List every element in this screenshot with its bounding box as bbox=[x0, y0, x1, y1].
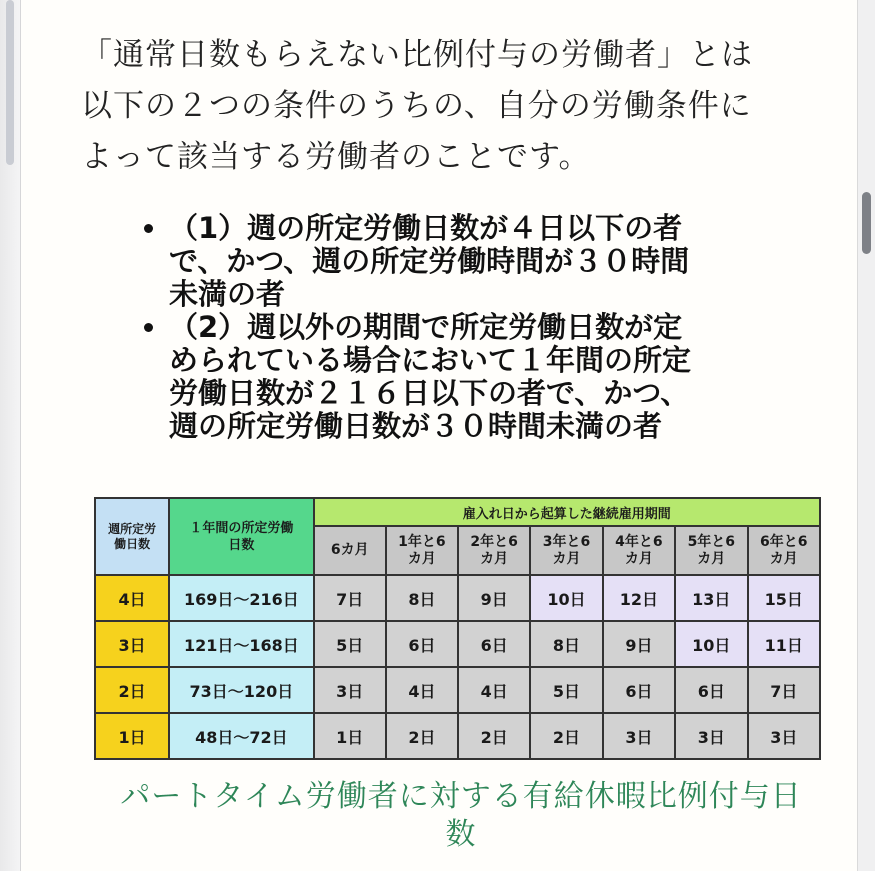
condition-list bbox=[131, 212, 809, 443]
week-days-cell: 2日 bbox=[95, 667, 169, 713]
period-text: 5年と6 bbox=[687, 533, 736, 550]
leave-days-cell: 10日 bbox=[675, 621, 747, 667]
header-text: １年間の所定労働 bbox=[189, 520, 294, 536]
period-header bbox=[675, 526, 747, 575]
period-header bbox=[603, 526, 675, 575]
header-yearly-days bbox=[169, 498, 313, 575]
period-text: カ月 bbox=[407, 550, 436, 567]
leave-days-cell: 10日 bbox=[530, 575, 602, 621]
header-text: 働日数 bbox=[114, 536, 151, 551]
period-text: 2年と6 bbox=[470, 533, 518, 550]
left-window-edge bbox=[0, 0, 21, 871]
year-days-cell: 73日〜120日 bbox=[169, 667, 313, 713]
caption-line: パートタイム労働者に対する有給休暇比例付与日 bbox=[120, 779, 802, 814]
leave-days-cell: 4日 bbox=[386, 667, 458, 713]
week-days-cell: 3日 bbox=[95, 621, 169, 667]
week-days-cell: 1日 bbox=[95, 713, 169, 759]
condition-line: 週の所定労働日数が３０時間未満の者 bbox=[169, 409, 663, 443]
week-days-cell: 4日 bbox=[95, 575, 169, 621]
period-text: 6カ月 bbox=[330, 542, 369, 558]
leave-days-cell: 3日 bbox=[675, 713, 747, 759]
period-header bbox=[458, 526, 530, 575]
leave-days-cell: 4日 bbox=[458, 667, 530, 713]
table-row bbox=[95, 713, 820, 759]
intro-line: よって該当する労働者のことです。 bbox=[81, 139, 591, 175]
table-caption bbox=[81, 778, 841, 854]
condition-line: • （2）週以外の期間で所定労働日数が定 bbox=[169, 310, 683, 344]
leave-days-cell: 2日 bbox=[386, 713, 458, 759]
header-text: 週所定労 bbox=[108, 521, 157, 536]
table-row bbox=[95, 667, 820, 713]
condition-line: 未満の者 bbox=[169, 277, 286, 311]
year-days-cell: 48日〜72日 bbox=[169, 713, 313, 759]
period-header bbox=[386, 526, 458, 575]
year-days-cell: 121日〜168日 bbox=[169, 621, 313, 667]
period-text: カ月 bbox=[697, 550, 726, 567]
left-scroll-indicator[interactable] bbox=[6, 0, 14, 165]
caption-line: 数 bbox=[445, 817, 477, 852]
year-days-cell: 169日〜216日 bbox=[169, 575, 313, 621]
condition-line: • （1）週の所定労働日数が４日以下の者 bbox=[169, 211, 683, 245]
leave-days-cell: 8日 bbox=[530, 621, 602, 667]
leave-days-cell: 13日 bbox=[675, 575, 747, 621]
period-text: 6年と6 bbox=[760, 533, 808, 550]
leave-days-cell: 11日 bbox=[748, 621, 820, 667]
leave-days-cell: 1日 bbox=[314, 713, 386, 759]
period-text: カ月 bbox=[552, 550, 581, 567]
leave-days-cell: 9日 bbox=[458, 575, 530, 621]
intro-line: 以下の２つの条件のうちの、自分の労働条件に bbox=[81, 88, 752, 124]
period-text: 4年と6 bbox=[615, 533, 663, 550]
period-header bbox=[530, 526, 602, 575]
scrollbar-thumb[interactable] bbox=[862, 192, 871, 254]
leave-days-cell: 12日 bbox=[603, 575, 675, 621]
leave-days-cell: 2日 bbox=[458, 713, 530, 759]
leave-days-cell: 3日 bbox=[314, 667, 386, 713]
leave-days-cell: 8日 bbox=[386, 575, 458, 621]
period-text: カ月 bbox=[769, 550, 798, 567]
period-text: 1年と6 bbox=[398, 533, 446, 550]
leave-days-cell: 15日 bbox=[748, 575, 820, 621]
period-header bbox=[314, 526, 386, 575]
leave-days-cell: 7日 bbox=[314, 575, 386, 621]
article-content bbox=[21, 0, 857, 871]
condition-line: められている場合において１年間の所定 bbox=[169, 343, 692, 377]
leave-days-cell: 9日 bbox=[603, 621, 675, 667]
intro-line: 「通常日数もらえない比例付与の労働者」とは bbox=[81, 37, 753, 73]
leave-days-cell: 6日 bbox=[675, 667, 747, 713]
leave-days-cell: 6日 bbox=[603, 667, 675, 713]
leave-days-cell: 6日 bbox=[386, 621, 458, 667]
header-text: 日数 bbox=[228, 537, 255, 553]
period-text: カ月 bbox=[624, 550, 653, 567]
right-scrollbar[interactable] bbox=[857, 0, 875, 871]
condition-item-1 bbox=[169, 212, 809, 311]
table-row bbox=[95, 575, 820, 621]
condition-line: 労働日数が２１６日以下の者で、かつ、 bbox=[169, 376, 690, 410]
period-header bbox=[748, 526, 820, 575]
header-weekly-days bbox=[95, 498, 169, 575]
period-text: 3年と6 bbox=[542, 533, 591, 550]
leave-days-cell: 6日 bbox=[458, 621, 530, 667]
period-text: カ月 bbox=[480, 550, 509, 567]
intro-paragraph bbox=[81, 30, 801, 183]
header-employment-period: 雇入れ日から起算した継続雇用期間 bbox=[314, 498, 820, 526]
condition-line: で、かつ、週の所定労働時間が３０時間 bbox=[169, 244, 690, 278]
leave-days-cell: 5日 bbox=[314, 621, 386, 667]
leave-days-cell: 3日 bbox=[603, 713, 675, 759]
table-row bbox=[95, 621, 820, 667]
leave-days-cell: 3日 bbox=[748, 713, 820, 759]
proportional-leave-table bbox=[94, 497, 821, 760]
leave-table-image bbox=[94, 497, 821, 760]
leave-days-cell: 2日 bbox=[530, 713, 602, 759]
leave-days-cell: 7日 bbox=[748, 667, 820, 713]
condition-item-2 bbox=[169, 311, 809, 443]
leave-days-cell: 5日 bbox=[530, 667, 602, 713]
